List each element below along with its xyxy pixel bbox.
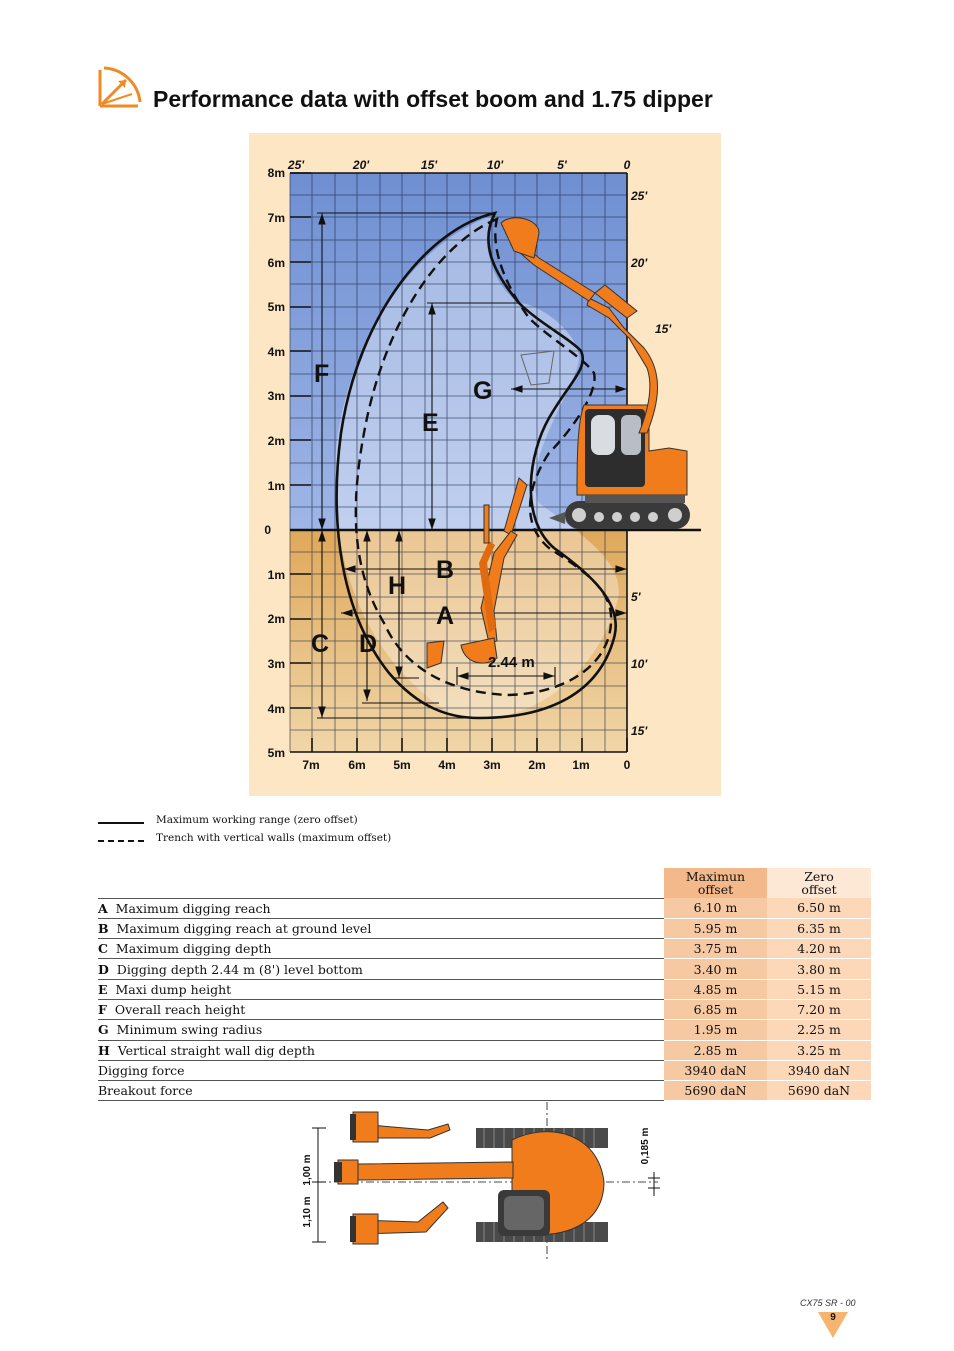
svg-text:0: 0 — [623, 158, 631, 172]
svg-text:15': 15' — [420, 158, 438, 172]
table-row: C Maximum digging depth 3.75 m 4.20 m — [98, 939, 871, 959]
svg-text:25': 25' — [631, 189, 648, 203]
svg-text:15': 15' — [631, 724, 648, 738]
working-range-diagram — [249, 133, 721, 796]
performance-table — [98, 868, 871, 1101]
svg-text:G: G — [473, 377, 493, 405]
table-row: H Vertical straight wall dig depth 2.85 m 3.25 m — [98, 1040, 871, 1060]
svg-text:20': 20' — [352, 158, 370, 172]
svg-text:5m: 5m — [267, 746, 285, 760]
svg-text:H: H — [388, 572, 407, 600]
table-row: Breakout force 5690 daN 5690 daN — [98, 1081, 871, 1101]
legend-item-solid — [98, 814, 438, 830]
svg-text:7m: 7m — [267, 211, 285, 225]
svg-text:2m: 2m — [528, 758, 546, 772]
page-title: Performance data with offset boom and 1.75 dipper — [153, 86, 713, 112]
svg-text:0: 0 — [264, 523, 271, 537]
svg-text:3m: 3m — [483, 758, 501, 772]
svg-text:6m: 6m — [267, 256, 285, 270]
legend-label: Maximum working range (zero offset) — [156, 814, 358, 826]
svg-text:C: C — [311, 630, 330, 658]
svg-text:D: D — [359, 630, 378, 658]
svg-text:8m: 8m — [267, 166, 285, 180]
svg-text:3m: 3m — [267, 657, 285, 671]
svg-text:1m: 1m — [267, 479, 285, 493]
legend-label: Trench with vertical walls (maximum offset) — [156, 832, 392, 844]
svg-text:25': 25' — [287, 158, 305, 172]
svg-text:3m: 3m — [267, 389, 285, 403]
reach-arc-icon — [96, 64, 142, 110]
svg-text:2m: 2m — [267, 612, 285, 626]
table-row: Digging force 3940 daN 3940 daN — [98, 1060, 871, 1080]
svg-text:5m: 5m — [267, 300, 285, 314]
svg-text:1m: 1m — [267, 568, 285, 582]
table-row: E Maxi dump height 4.85 m 5.15 m — [98, 979, 871, 999]
svg-text:B: B — [436, 556, 455, 584]
legend-item-dashed — [98, 832, 438, 848]
dashed-line-swatch — [98, 840, 144, 842]
svg-text:20': 20' — [631, 256, 648, 270]
svg-text:A: A — [436, 602, 455, 630]
dim-label-1-10: 1,10 m — [302, 1196, 313, 1228]
dim-label-0-185: 0,185 m — [640, 1127, 651, 1165]
dim-label-1-00: 1,00 m — [302, 1154, 313, 1186]
svg-text:2m: 2m — [267, 434, 285, 448]
svg-text:4m: 4m — [438, 758, 456, 772]
document-code: CX75 SR - 00 — [800, 1298, 856, 1308]
svg-text:5': 5' — [631, 590, 641, 604]
offset-boom-plan-view — [298, 1102, 668, 1262]
svg-text:10': 10' — [486, 158, 504, 172]
page-number: 9 — [830, 1312, 836, 1323]
dimension-label-244: 2.44 m — [488, 654, 535, 671]
svg-text:E: E — [422, 409, 439, 437]
svg-text:4m: 4m — [267, 702, 285, 716]
svg-text:F: F — [314, 360, 330, 388]
col-header-zero-offset: Zero offset — [767, 868, 871, 898]
solid-line-swatch — [98, 822, 144, 824]
svg-text:1m: 1m — [572, 758, 590, 772]
svg-text:15': 15' — [655, 322, 672, 336]
svg-text:4m: 4m — [267, 345, 285, 359]
svg-text:5m: 5m — [393, 758, 411, 772]
table-row: B Maximum digging reach at ground level 5.95 m 6.35 m — [98, 918, 871, 938]
svg-text:6m: 6m — [348, 758, 366, 772]
svg-text:0: 0 — [623, 758, 631, 772]
col-header-max-offset: Maximun offset — [664, 868, 767, 898]
svg-text:7m: 7m — [302, 758, 320, 772]
svg-text:5': 5' — [557, 158, 567, 172]
table-row: F Overall reach height 6.85 m 7.20 m — [98, 999, 871, 1019]
table-row: D Digging depth 2.44 m (8') level bottom 3.40 m 3.80 m — [98, 959, 871, 979]
table-row: G Minimum swing radius 1.95 m 2.25 m — [98, 1020, 871, 1040]
table-row: A Maximum digging reach 6.10 m 6.50 m — [98, 898, 871, 918]
svg-text:10': 10' — [631, 657, 648, 671]
